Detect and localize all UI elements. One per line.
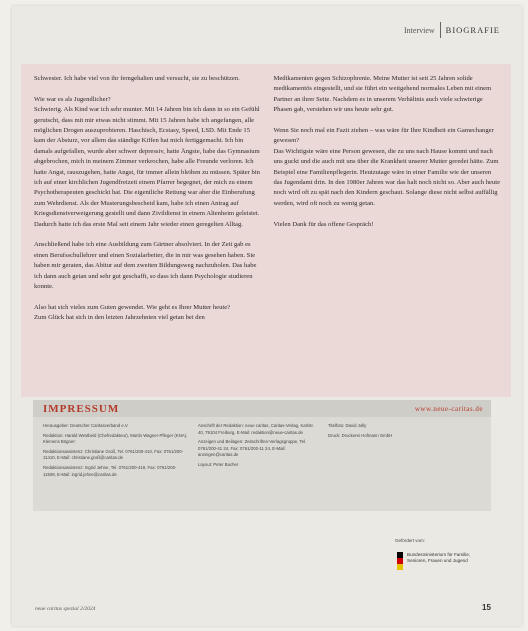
impressum-line: Redaktion: Harald Westbeld (Chefredakteur), Martin Wagner-Pfleger (KNA), Klemens Bögner: bbox=[43, 432, 188, 445]
impressum-box bbox=[33, 400, 491, 511]
impressum-column-2 bbox=[198, 423, 318, 481]
impressum-column-1 bbox=[43, 423, 188, 481]
impressum-header bbox=[33, 400, 491, 417]
interview-answer: Medikamenten gegen Schizophrenie. Meine Mutter ist seit 25 Jahren solide medikamentös eingestellt, und sie führt ein weitgehend normales Leben mit einem Partner an ihrer Seite. Nachdem es in unserem Verhältnis auch viele schwierige Phasen gab, verstehen wir uns heute sehr gut. bbox=[273, 75, 492, 114]
impressum-columns bbox=[33, 417, 491, 487]
impressum-url-link[interactable]: www.neue-caritas.de bbox=[414, 404, 483, 413]
category-label: BIOGRAFIE bbox=[445, 25, 500, 35]
article-column-left bbox=[34, 74, 262, 397]
impressum-title: IMPRESSUM bbox=[43, 402, 120, 415]
interview-answer: Das Wichtigste wäre eine Person gewesen, die zu uns nach Hause kommt und nach uns guckt und die auch mit uns über die Krankheit unserer Mutter geredet hätte. Zum Beispiel eine Familienpflegerin. Heutzutage wäre in einer Familie wie der unseren das Jugendamt drin. In den 1980er Jahren war das halt noch nicht so. Aber auch heute noch wird oft zu spät nach den Kindern geschaut. Solange diese nicht selbst auffällig werden, wird oft noch zu wenig getan. bbox=[273, 147, 501, 207]
impressum-line: Anschrift der Redaktion: neue caritas, Caritas-Verlag, Karlstr. 40, 79104 Freiburg, E-Mail: redaktion@neue-caritas.de bbox=[198, 423, 314, 435]
page-number: 15 bbox=[482, 603, 491, 612]
impressum-line: Redaktionsassistenz: Christiane Groß, Tel. 0761/200-410, Fax: 0761/200-11410, E-Mail: christiane.groß@caritas.de bbox=[43, 448, 184, 461]
interview-answer: Vielen Dank für das offene Gespräch! bbox=[273, 220, 374, 228]
impressum-line: Herausgeber: Deutscher Caritasverband e.V. bbox=[43, 423, 129, 428]
impressum-line: Anzeigen und Beilagen: Zeitschriften-Verlagsgruppe, Tel. 0761/200-41 24, Fax: 0761/200-11 24, E-Mail: anzeigen@caritas.de bbox=[198, 439, 307, 458]
interview-answer: Schwierig. Als Kind war ich sehr munter. Mit 14 Jahren bin ich dann in so ein Gefühl gerutscht, dass mit mir etwas nicht stimmt. Mit 15 Jahren habe ich angefangen, alle möglichen Drogen auszuprobieren. Haschisch, Ecstasy, Speed, LSD. Mit Ende 15 kam der Absturz, vor allem das ständige Kiffen hat mich fertiggemacht. Ich bin damals aufgefallen, wurde aber schwer depressiv, hatte Ängste, habe das Gymnasium abgebrochen, mich in meinem Zimmer verkrochen, habe alle Freunde verloren. Ich hatte Angst, rauszugehen, hatte Angst, für immer allein bleiben zu müssen. Später bin ich auf einer kirchlichen Jugendfreizeit einem Pfarrer begegnet, der mich zu einem Psychotherapeuten geschickt hat. Die eigentliche Rettung war aber die Einberufung zum Wehrdienst. Als der Musterungsbescheid kam, habe ich einen Antrag auf Kriegsdienstverweigerung gestellt und dann Zivildienst in einem Altenheim geleistet. Dadurch hatte ich das erste Mal seit einem Jahr wieder einen geregelten Alltag. bbox=[34, 106, 260, 228]
impressum-line: Titelfoto: David Jolly bbox=[328, 423, 367, 428]
article-box bbox=[21, 64, 511, 397]
interview-answer: Zum Glück hat sich in den letzten Jahrzehnten viel getan bei den bbox=[34, 314, 205, 322]
impressum-line: Redaktionsassistenz: Ingrid Jehne, Tel. 0761/200-419, Fax: 0761/200-11509, E-Mail: ingrid.jehne@caritas.de bbox=[43, 464, 177, 477]
sponsor-name: Bundesministerium für Familie, Senioren, Frauen und Jugend bbox=[407, 552, 471, 563]
interview-answer: Anschließend habe ich eine Ausbildung zum Gärtner absolviert. In der Zeit gab es einen Berufsschullehrer und einen Sozialarbeiter, die in mir was gesehen haben. Sie haben mir geraten, das Abitur auf dem zweiten Bildungsweg nachzuholen. Das habe ich dann auch getan und sehr gut geschafft, so dass ich dann Psychologie studieren konnte. bbox=[34, 241, 257, 291]
interview-question: Wie war es als Jugendlicher? bbox=[34, 95, 111, 103]
header-divider bbox=[440, 22, 441, 38]
section-label: Interview bbox=[404, 25, 435, 35]
interview-question: Also hat sich vieles zum Guten gewendet. Wie geht es Ihrer Mutter heute? bbox=[34, 303, 231, 311]
impressum-column-3 bbox=[328, 423, 448, 481]
interview-question: Wenn Sie noch mal ein Fazit ziehen – was wäre für Ihre Kindheit ein Gamechanger gewesen? bbox=[273, 127, 494, 145]
interview-answer: Schwester. Ich habe viel von ihr ferngehalten und versucht, sie zu beschützen. bbox=[34, 75, 240, 82]
german-flag-icon bbox=[397, 552, 403, 570]
sponsor-logo bbox=[397, 552, 477, 570]
article-column-right bbox=[274, 74, 502, 397]
page-header bbox=[404, 22, 500, 38]
impressum-line: Druck: Druckerei Hofmann GmbH bbox=[328, 432, 393, 438]
footer-publication: neue caritas spezial 2/2024 bbox=[35, 606, 96, 612]
sponsor-label: Gefördert vom: bbox=[395, 538, 426, 543]
impressum-line: Layout: Peter Bucher bbox=[198, 461, 239, 467]
